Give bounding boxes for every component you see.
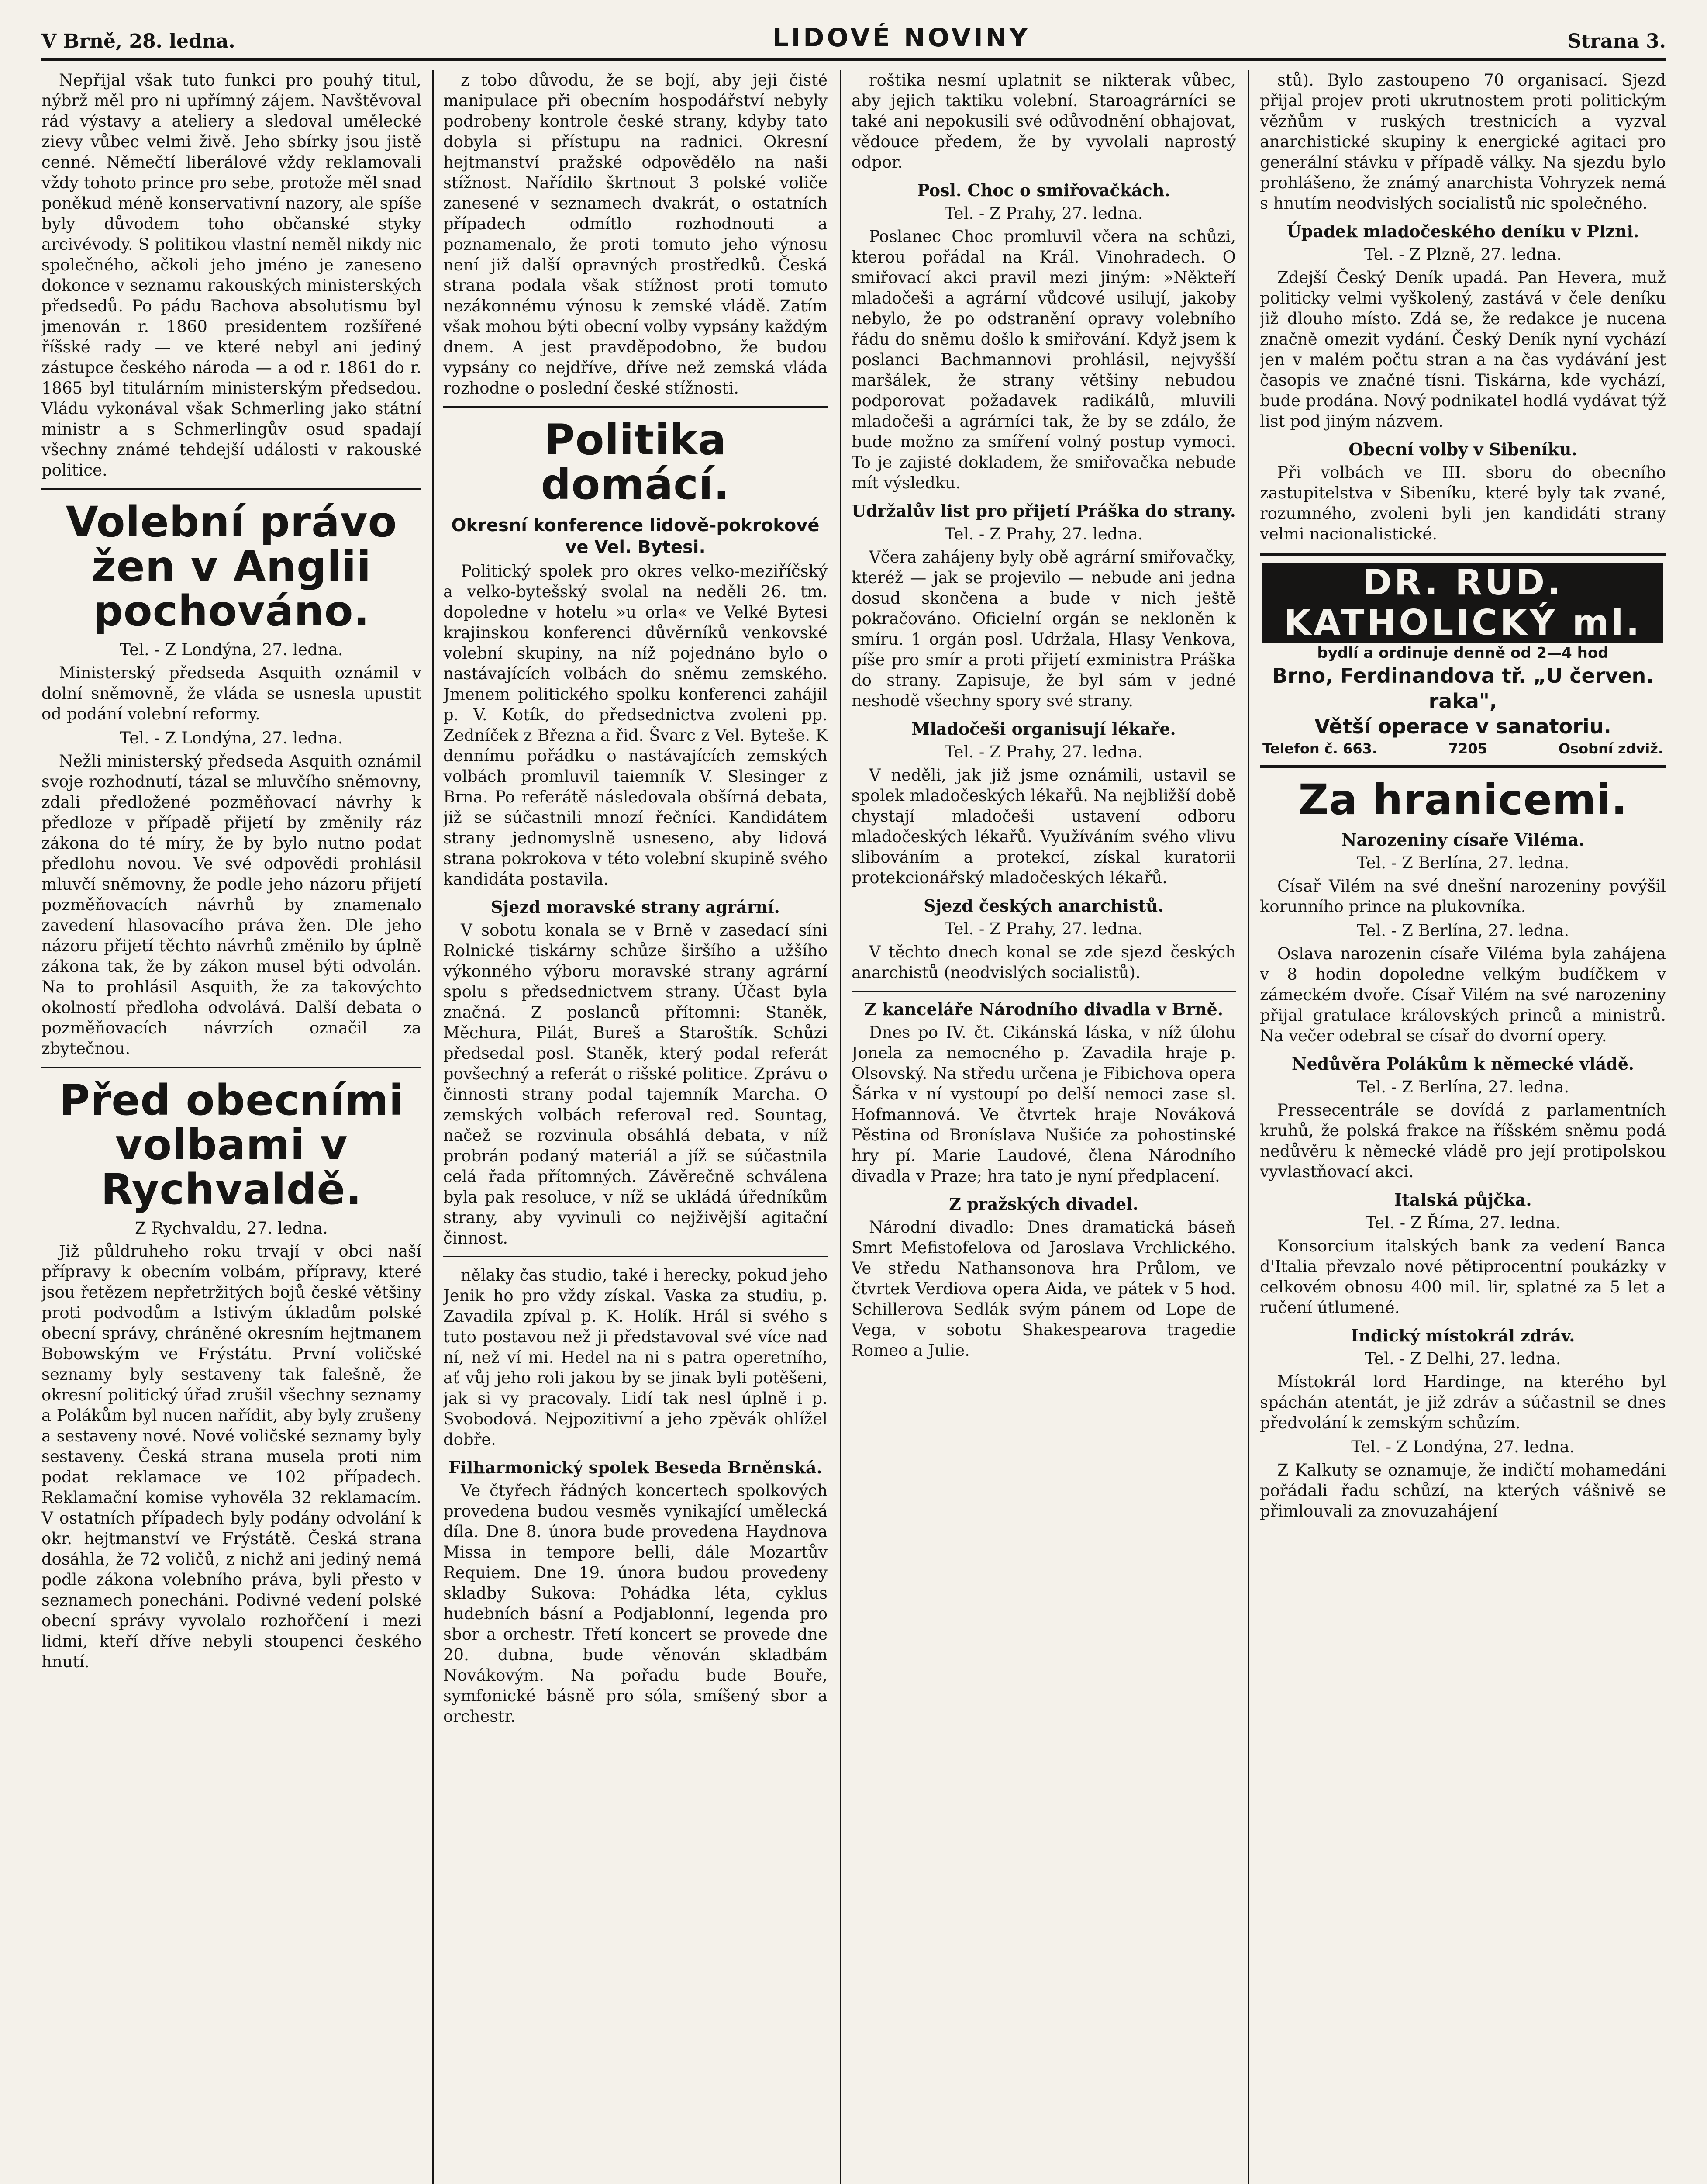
section-title-politika-domaci: Politika domácí. [541,415,730,509]
ad-hours: bydlí a ordinuje denně od 2—4 hod [1317,644,1609,662]
divider [443,1256,828,1257]
article-paragraph: Při volbách ve III. sboru do obecního zastupitelstva v Sibeníku, které byly tak zvané, rozumného, zvoleni byli jen kandidáti strany velmi nacionalistické. [1260,463,1666,543]
column-rule [432,70,434,2184]
article-heading: Mladočeši organisují lékaře. [911,719,1176,739]
article-paragraph: V sobotu konala se v Brně v zasedací síni Rolnické tiskárny schůze širšího a užšího výkonného výboru moravské strany agrární spolu s předsednictvem strany. Účast byla značná. Z poslanců přítomni: Staněk, Měchura, Pilát, Bureš a Staroštík. Schůzi předsedal posl. Staněk, který podal referát povšechný a referát o rišské politice. Zprávu o činnosti strany podal tajemník Marcha. O zemských volbách referoval red. Sountag, načež se rozvinula obsáhlá debata, v níž probrán podaný materiál a jíž se súčastnila celá řada přítomných. Závěrečně schválena byla pak resoluce, v níž se ukládá úředníkům strany, aby vyvinuli co nejživější agitační činnost. [443,921,828,1248]
article-heading: Narozeniny císaře Viléma. [1341,830,1585,850]
article-paragraph: Národní divadlo: Dnes dramatická báseň Smrt Mefistofelova od Jaroslava Vrchlického. Ve středu Nathansonova hra Průlom, ve čtvrtek Verdiova opera Aida, ve pátek v 5 hod. Schillerova Sedlák svým pánem od Lope de Vega, v sobotu Shakespearova tragedie Romeo a Julie. [852,1218,1236,1360]
headline-rychvald: Před obecními volbami v Rychvaldě. [59,1076,404,1214]
dateline: Tel. - Z Delhi, 27. ledna. [1365,1349,1561,1368]
ad-name: DR. RUD. KATHOLICKÝ ml. [1262,563,1663,643]
article-heading: Sjezd moravské strany agrární. [491,897,780,917]
article-paragraph: Císař Vilém na své dnešní narozeniny povýšil korunního prince na plukovníka. [1260,877,1666,916]
article-paragraph: Z Kalkuty se oznamuje, že indičtí mohamedáni pořádali řadu schůzí, na kterých vášnivě se přimlouvali za znovuzahájení [1260,1461,1666,1521]
newspaper-page [41,17,1666,2184]
dateline: Tel. - Z Říma, 27. ledna. [1365,1213,1561,1232]
article-paragraph: roštika nesmí uplatnit se nikterak vůbec, aby jejich taktiku volební. Staroagrárníci se také ani nepokusili své odůvodnění obhajovat, vědouce předem, že by vyvolali naprostý odpor. [852,71,1236,172]
ad-address: Brno, Ferdinandova tř. „U červen. raka", [1272,664,1654,713]
article-paragraph: Nepřijal však tuto funkci pro pouhý titul, nýbrž měl pro ni upřímný zájem. Navštěvoval rád výstavy a ateliery a sledoval umělecké zievy vůbec velmi živě. Jeho sbírky jsou jistě cenné. Němečtí liberálové vždy reklamovali vždy tohoto prince pro sebe, protože měl snad poněkud méně konservativní nazory, ale spíše byly důvodem toho občanské styky arcivévody. S politikou vlastní neměl nikdy nic společného, ačkoli jeho jméno je zaneseno dokonce v seznamu rakouských ministerských předsedů. Po pádu Bachova absolutismu byl jmenován r. 1860 presidentem rozšířené říšské rady — ve které nebyl ani jediný zástupce českého národa — a od r. 1861 do r. 1865 byl titulárním ministerským předsedou. Vládu vykonával však Schmerling jako státní ministr a s Schmerlingův osud spadají všechny známé tehdejší události v rakouské politice. [41,71,421,480]
article-paragraph: Politický spolek pro okres velko-meziříčský a velko-bytešský svolal na neděli 26. tm. dopoledne v hotelu »u orla« ve Velké Bytesi krajinskou konferenci důvěrníků venkovské volební skupiny, na níž pojednáno bylo o nastávajících volbách do sněmu zemského. Jmenem politického spolku konferenci zahájil p. V. Kotík, do předsednictva zvoleni pp. Zedníček z Března a řid. Švarc z Vel. Bytešе. K dennímu pořádku o nastávajících zemských volbách promluvil taiemník V. Slesinger z Brna. Po referátě následovala obšírná debata, již se súčastnili mnozí řečníci. Kandidátem strany jednomyslně usneseno, aby lidová strana pokrokova v této volební skupině svého kandidáta postavila. [443,562,828,888]
article-heading: Filharmonický spolek Beseda Brněnská. [448,1458,822,1477]
article-paragraph: Ve čtyřech řádných koncertech spolkových provedena budou vesměs vynikající umělecká díla. Dne 8. února bude provedena Haydnova Missa in tempore belli, dále Mozartův Requiem. Dne 19. února budou provedeny skladby Sukova: Pohádka léta, cyklus hudebních básní a Podjablonní, legenda pro sbor a orchestr. Třetí koncert se provede dne 20. dubna, bude věnován skladbám Novákovým. Na pořadu bude Bouře, symfonické básně pro sóla, smíšený sbor a orchestr. [443,1481,828,1726]
article-paragraph: z tobo důvodu, že se bojí, aby jeji čisté manipulace při obecním hospodářství nebyly podrobeny kontrole české strany, kdyby tato dobyla si přístupu na radnici. Okresní hejtmanství pražské odpovědělo na naši stížnost. Nařídilo škrtnout 3 polské voliče zanesené v seznamech dvakrát, o ostatních případech odmítlo rozhodnouti a poznamenalo, že proti tomuto jeho výnosu není již další opravných prostředků. Česká strana podala však stížnost proti tomuto nezákonnému výnosu k zemské vládě. Zatím však mohou býti obecní volby vypsány každým dnem. A jest pravděpodobno, že budou vypsány co nejdříve, dříve než zemská vláda rozhodne o poslední české stížnosti. [443,71,828,397]
dateline: Z Rychvaldu, 27. ledna. [135,1219,328,1237]
article-heading: Udržalův list pro přijetí Práška do strany. [852,501,1236,521]
page-header [41,17,1666,61]
article-paragraph: Nežli ministerský předseda Asquith oznámil svoje rozhodnutí, tázal se mluvčího sněmovny, zdali předložené pozměňovací návrhy k předloze v případě přijetí by změnily ráz zákona do té míry, že by bylo nutno podat předlohu novou. Ve své odpovědi prohlásil mluvčí sněmovny, že podle jeho názoru přijetí pozměňovacích návrhů by znamenalo zavedení hlasovacího práva žen. Dle jeho názoru přijetí těchto návrhů změnilo by úplně zákona tak, že by zákon musel býti odvolán. Na to prohlásil Asquith, že za takovýchto okolností předloha odvolává. Další debata o pozměňovacích návrzích označil za zbytečnou. [41,752,421,1058]
article-paragraph: V neděli, jak již jsme oznámili, ustavil se spolek mladočeských lékařů. Na nejbližší době chystají mladočeši ustavení odboru mladočeských lékařů. Využíváním svého vlivu slibováním a protekcí, získal kuratorii protekcionářský mladočeských lékařů. [852,766,1236,887]
ad-footer [1262,739,1663,758]
dateline: Tel. - Z Berlína, 27. ledna. [1356,854,1569,872]
column-rule [840,70,841,2184]
article-paragraph: Místokrál lord Hardinge, na kterého byl spáchán atentát, je již zdráv a súčastnil se dnes předvolání k zemským schůzím. [1260,1372,1666,1432]
article-paragraph: Oslava narozenin císaře Viléma byla zahájena v 8 hodin dopoledne velkým budíčkem v zámeckém dvoře. Císař Vilém na své narozeniny přijal gratulace královských princů a ministrů. Na večer odebral se císař do dvorní opery. [1260,944,1666,1045]
article-paragraph: Dnes po IV. čt. Cikánská láska, v níž úlohu Jonela za nemocného p. Zavadila hraje p. Olsovský. Na středu určena je Fibichova opera Šárka v ní vystoupí po delší nemoci zase sl. Hofmannová. Ve čtvrtek hraje Nováková Pěstina od Broníslava Nušiće za pohostinské hry pí. Marie Laudové, člena Národního divadla v Praze; hra tato je nyní předplacení. [852,1023,1236,1185]
ad-code: 7205 [1448,740,1487,757]
dateline: Tel. - Z Prahy, 27. ledna. [944,204,1143,223]
article-paragraph: stů). Bylo zastoupeno 70 organisací. Sjezd přijal projev proti ukrutnostem proti politickým vězňům v ruských trestnicích a vyzval anarchistické skupiny k energické agitaci pro generální stávku v případě války. Na sjezdu bylo prohlášeno, že známý anarchista Vohryzek nemá s hnutím neodvislých socialistů nic společného. [1260,71,1666,213]
dateline: Tel. - Z Prahy, 27. ledna. [944,919,1143,938]
article-heading: Obecní volby v Sibeníku. [1348,439,1577,459]
ad-elevator: Osobní zdviž. [1558,740,1663,757]
ad-note: Větší operace v sanatoriu. [1314,715,1611,738]
advertisement [1260,553,1666,768]
article-heading: Z pražských divadel. [949,1194,1138,1214]
headline-volebni-pravo: Volební právo žen v Anglii pochováno. [66,498,397,636]
article-paragraph: Včera zahájeny byly obě agrární smiřovačky, kteréž — jak se projevilo — nebude ani jedna dosud skončena a bude v nich ještě pokračováno. Oficielní orgán se nekloněn k smíru. 1 orgán posl. Udržala, Hlasy Venkova, píše pro smír a proti přijetí exministra Práška do strany. Zapisuje, že byl sám v jedné neshodě všechny spory své strany. [852,548,1236,710]
dateline: Tel. - Z Prahy, 27. ledna. [944,525,1143,543]
article-heading: Posl. Choc o smiřovačkách. [917,180,1170,200]
masthead: LIDOVÉ NOVINY [772,23,1031,52]
article-heading: Z kanceláře Národního divadla v Brně. [864,999,1223,1019]
divider [443,406,828,408]
dateline: Tel. - Z Londýna, 27. ledna. [1351,1438,1575,1456]
article-paragraph: Poslanec Choc promluvil včera na schůzi, kterou pořádal na Král. Vinohradech. O smiřovací akci pravil mezi jiným: »Někteří mladočeši a agrární vůdcové usilují, jakoby nebylo, že po odstranění opravy volebního řádu do sněmu došlo k smiřování. Když jsem k poslanci Bachmannovi prohlásil, nejvyšší maršálek, že strany většiny nebudou podporovat požadavek radikálů, mluvili mladočeši a agrárníci tak, že by se zdálo, že bude možno za smíření volný postup vymoci. To je zajisté dokladem, že smiřovačka nebude mít výsledku. [852,227,1236,492]
article-heading: Nedůvěra Polákům k německé vládě. [1291,1054,1635,1074]
dateline: Tel. - Z Prahy, 27. ledna. [944,743,1143,761]
column-1 [41,70,421,2184]
divider [41,1067,421,1068]
article-heading: Úpadek mladočeského deníku v Plzni. [1286,221,1639,241]
article-paragraph: Ministerský předseda Asquith oznámil v dolní sněmovně, že vláda se usnesla upustit od podání volební reformy. [41,663,421,723]
column-3 [852,70,1236,2184]
dateline: Tel. - Z Plzně, 27. ledna. [1364,245,1562,264]
divider [41,488,421,490]
column-rule [1248,70,1249,2184]
header-date: V Brně, 28. ledna. [41,30,235,52]
dateline: Tel. - Z Berlína, 27. ledna. [1356,921,1569,940]
article-paragraph: Pressecentrále se dovídá z parlamentních kruhů, že polská frakce na říšském sněmu podá nedůvěru k německé vládě pro její protipolskou vyvlastňovací akci. [1260,1101,1666,1181]
article-paragraph: nělaky čas studio, také i herecky, pokud jeho Jenik ho pro vždy získal. Vaska za studiu, p. Zavadila zpíval p. K. Holík. Hrál si svého s tuto postavou než ji představoval své více nad ní, než ví mi. Hedel na ni s patra operetního, ať vůj jeho roli jakou by se jinak byli potěšeni, jak si vy pracovaly. Lidí tak nesl úplně i p. Svobodová. Nejpozitivní a jeho zpěvák ohlížel dobře. [443,1266,828,1449]
ad-phone: Telefon č. 663. [1262,740,1377,757]
article-paragraph: Konsorcium italských bank za vedení Banca d'Italia převzalo nové pětiprocentní poukázky v celkovém obnosu 400 mil. lir, splatné za 5 let a ručení útlumené. [1260,1237,1666,1317]
dateline: Tel. - Z Berlína, 27. ledna. [1356,1078,1569,1096]
divider [852,991,1236,992]
article-heading: Italská půjčka. [1394,1190,1532,1209]
article-heading: Sjezd českých anarchistů. [924,896,1164,916]
article-paragraph: Již půldruheho roku trvají v obci naší přípravy k obecním volbám, přípravy, které jsou řetězem nepřetržitých bojů české většiny proti podvodům a lstivým úkladům polské obecní správy, chráněné okresním hejtmanem Bobowským ve Frýstátu. První voličské seznamy byly sestaveny tak falešně, že okresní politický úřad zrušil všechny seznamy a Polákům byl nucen nařídit, aby byly zrušeny a sestaveny nové. Nové voličské seznamy byly sestaveny. Česká strana musela proti nim podat reklamace ve 102 případech. Reklamační komise vyhověla 32 reklamacím. V ostatních případech byly podány odvolání k okr. hejtmanství ve Frýstátě. Česká strana dosáhla, že 72 voličů, z nichž ani jediný nemá podle zákona volebního práva, byli přesto v seznamech ponecháni. Podivné vedení polské obecní správy vyvolalo rozhořčení i mezi lidmi, kteří dříve nebyli stoupenci českého hnutí. [41,1242,421,1671]
column-2 [443,70,828,2184]
article-heading: Okresní konference lidově-pokrokové ve Vel. Bytesi. [451,515,820,557]
header-page-number: Strana 3. [1567,30,1666,52]
article-heading: Indický místokrál zdráv. [1351,1326,1575,1345]
dateline: Tel. - Z Londýna, 27. ledna. [120,640,343,659]
column-4 [1260,70,1666,2184]
dateline: Tel. - Z Londýna, 27. ledna. [120,729,343,747]
section-title-za-hranicemi: Za hranicemi. [1298,775,1628,824]
article-paragraph: V těchto dnech konal se zde sjezd českých anarchistů (neodvislých socialistů). [852,943,1236,982]
article-paragraph: Zdejší Český Deník upadá. Pan Hevera, muž politicky velmi vyškolený, zastává v čele deníku již dlouho místo. Zdá se, že redakce je nucena značně omezit vydání. Český Deník nyní vychází jen v malém počtu stran a na čas vydávání jest časopis ve značné tísni. Tiskárna, kde vychází, bude prodána. Nový podnikatel hodlá vydávat týž list pod jiným názvem. [1260,268,1666,431]
